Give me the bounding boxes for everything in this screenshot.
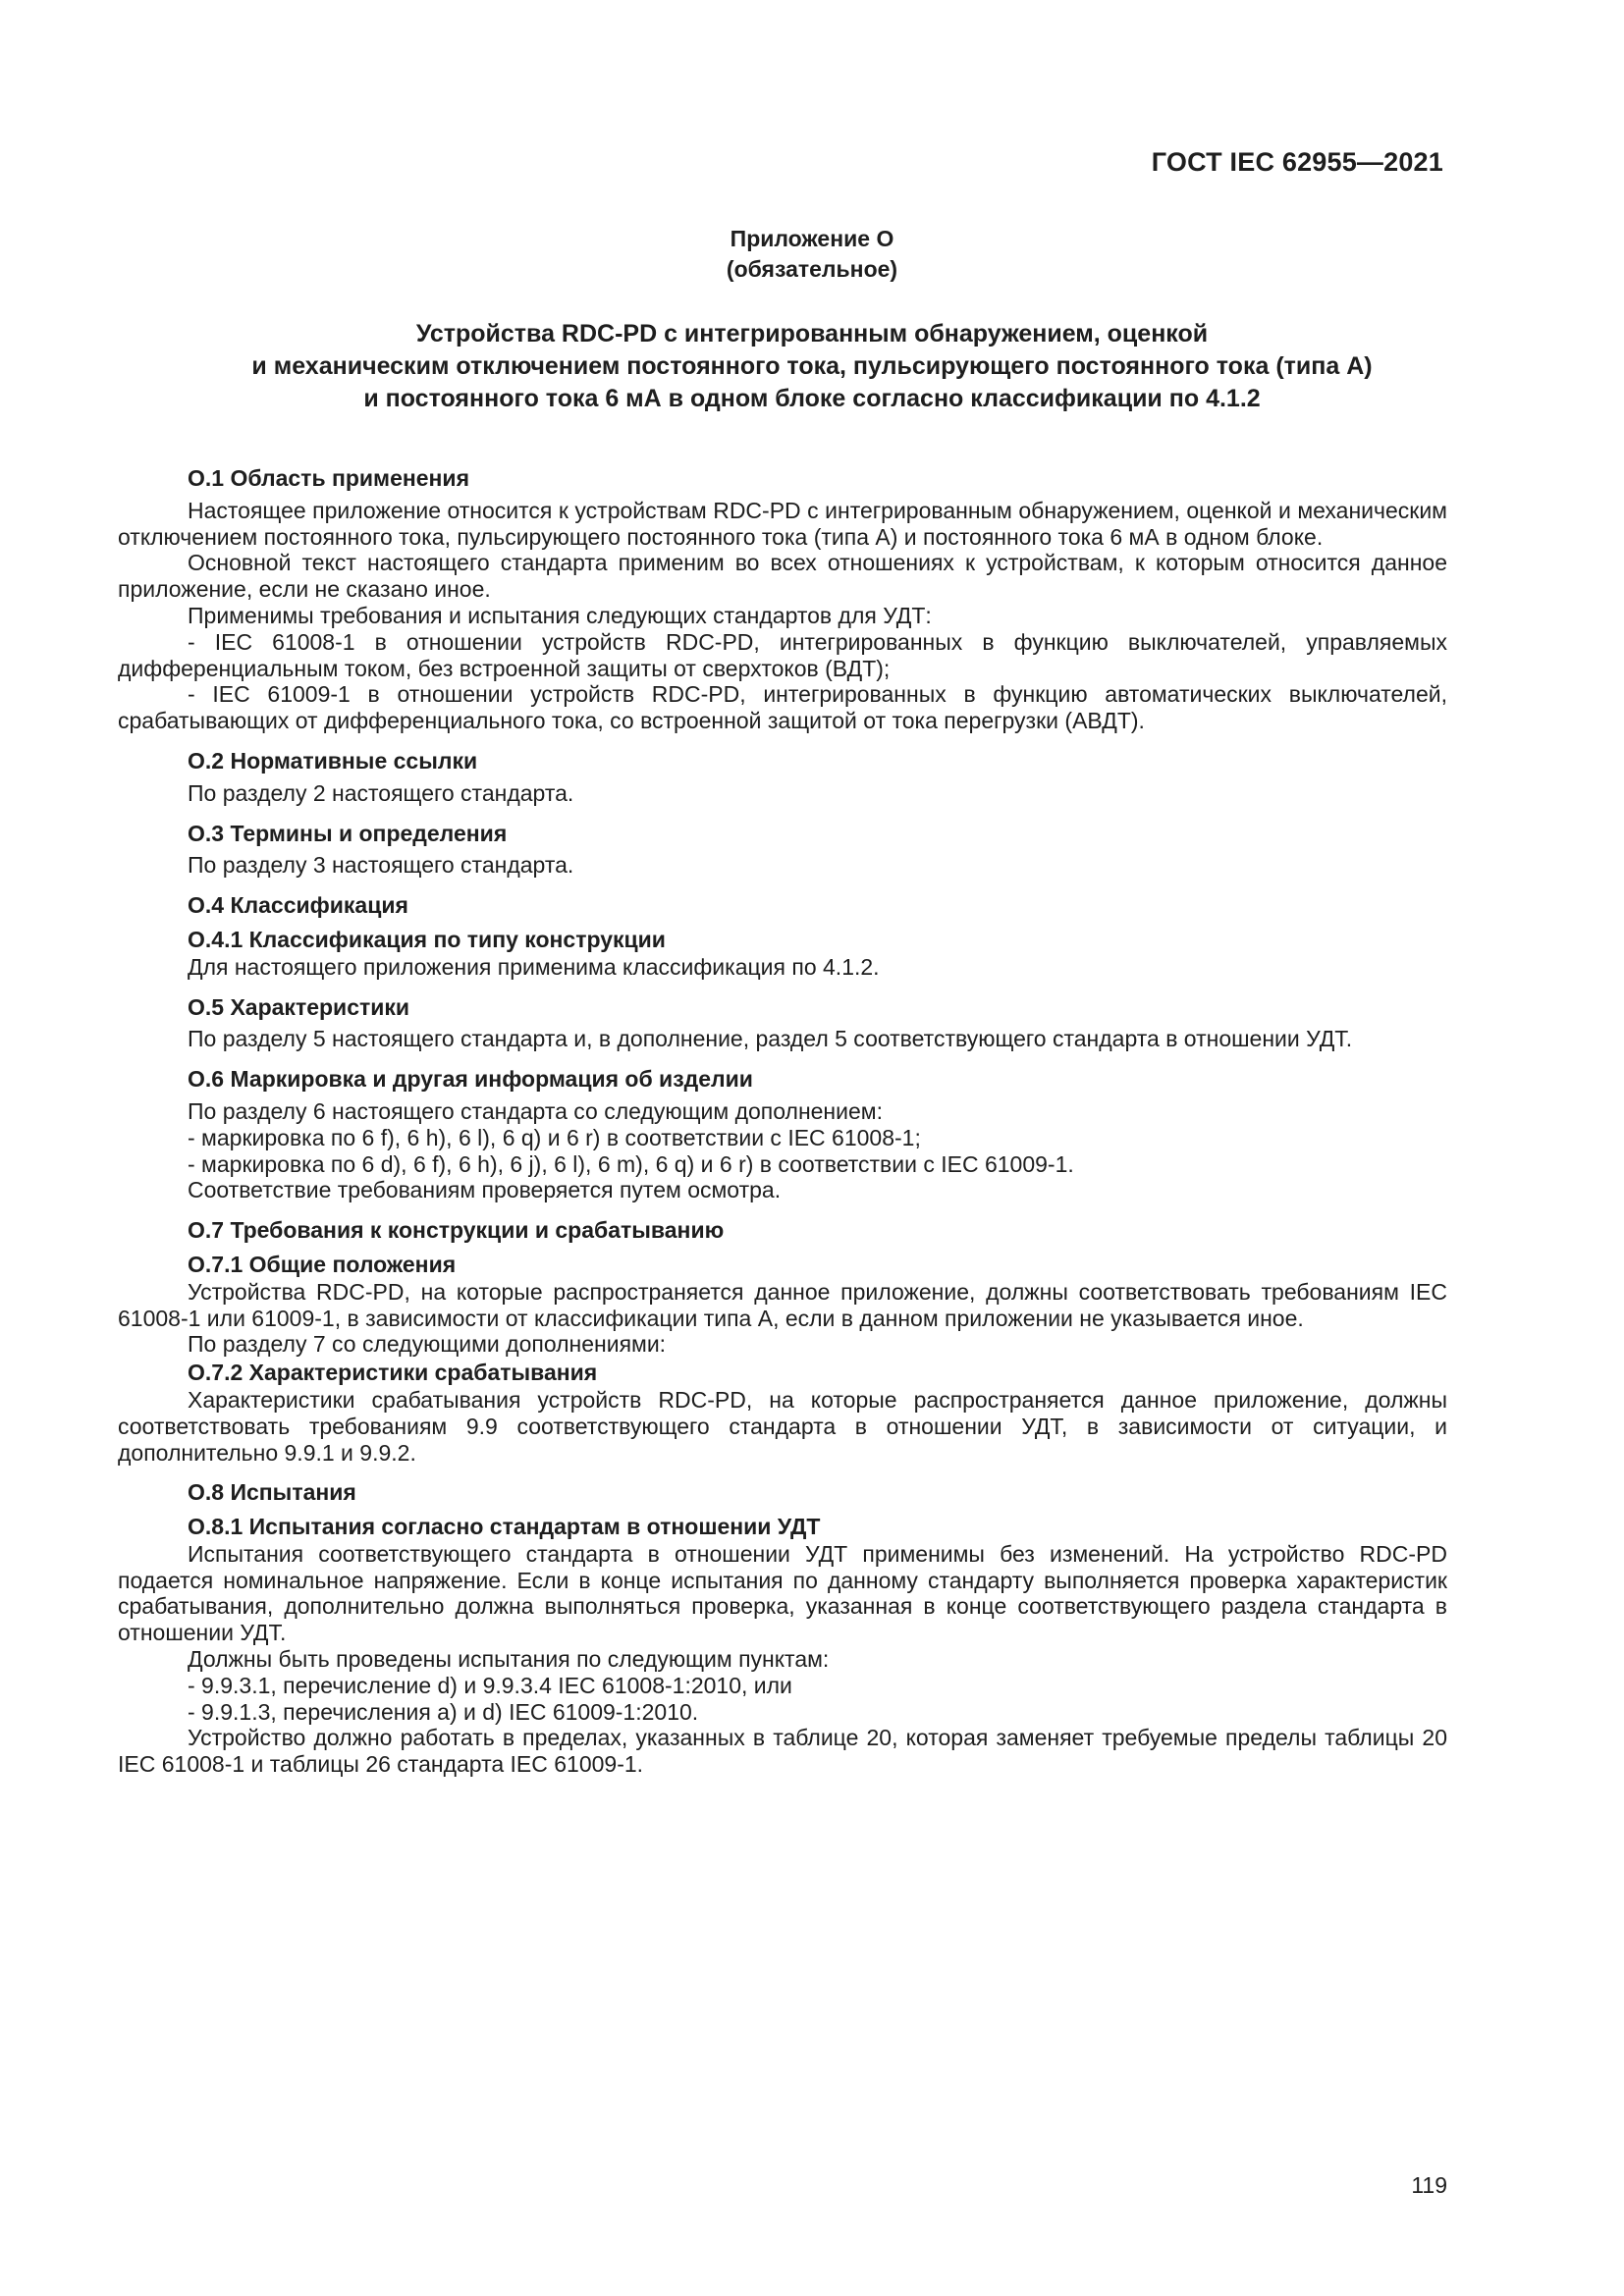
paragraph: Настоящее приложение относится к устройствам RDC-PD с интегрированным обнаружением, оценкой и механическим отключением постоянного тока, пульсирующего постоянного тока (типа А) и постоянного тока 6 мА в одном блоке.	[118, 497, 1447, 550]
list-item: - IEC 61008-1 в отношении устройств RDC-PD, интегрированных в функцию выключателей, управляемых дифференциальным током, без встроенной защиты от сверхтоков (ВДТ);	[118, 628, 1447, 681]
paragraph: Применимы требования и испытания следующих стандартов для УДТ:	[188, 602, 932, 628]
list-item: - маркировка по 6 f), 6 h), 6 l), 6 q) и 6 r) в соответствии с IEC 61008-1;	[188, 1124, 921, 1150]
document-code: ГОСТ IEC 62955—2021	[1151, 147, 1443, 177]
paragraph: По разделу 7 со следующими дополнениями:	[188, 1331, 667, 1358]
paragraph: Испытания соответствующего стандарта в отношении УДТ применимы без изменений. На устройство RDC-PD подается номинальное напряжение. Если в конце испытания по данному стандарту выполняется проверка характеристик срабатывания, дополнительно должна выполняться проверка, указанная в конце соответствующего раздела стандарта в отношении УДТ.	[118, 1540, 1447, 1646]
paragraph: По разделу 6 настоящего стандарта со следующим дополнением:	[188, 1097, 883, 1124]
annex-heading	[0, 224, 1624, 285]
section-heading-o3: О.3 Термины и определения	[188, 820, 508, 846]
paragraph: Для настоящего приложения применима классификация по 4.1.2.	[188, 953, 880, 980]
section-heading-o7: О.7 Требования к конструкции и срабатыванию	[188, 1217, 725, 1244]
list-item: - 9.9.1.3, перечисления а) и d) IEC 61009-1:2010.	[188, 1698, 699, 1725]
paragraph: Устройства RDC-PD, на которые распространяется данное приложение, должны соответствовать требованиям IEC 61008-1 или 61009-1, в зависимости от классификации типа А, если в данном приложении не указывается иное.	[118, 1278, 1447, 1331]
annex-title	[0, 318, 1624, 415]
document-body	[118, 465, 1447, 1778]
section-heading-o4: О.4 Классификация	[188, 892, 408, 919]
subsection-heading-o7-2: О.7.2 Характеристики срабатывания	[188, 1360, 598, 1386]
page-number: 119	[1411, 2172, 1447, 2198]
paragraph: Должны быть проведены испытания по следующим пунктам:	[188, 1646, 830, 1673]
paragraph: Устройство должно работать в пределах, указанных в таблице 20, которая заменяет требуемые пределы таблицы 20 IEC 61008-1 и таблицы 26 стандарта IEC 61009-1.	[118, 1725, 1447, 1778]
paragraph: По разделу 5 настоящего стандарта и, в дополнение, раздел 5 соответствующего стандарта в отношении УДТ.	[188, 1026, 1353, 1052]
section-heading-o2: О.2 Нормативные ссылки	[188, 747, 478, 774]
paragraph: Характеристики срабатывания устройств RDC-PD, на которые распространяется данное приложение, должны соответствовать требованиям 9.9 соответствующего стандарта в отношении УДТ, в зависимости от ситуации, и дополнительно 9.9.1 и 9.9.2.	[118, 1386, 1447, 1466]
section-heading-o1: О.1 Область применения	[188, 465, 469, 491]
section-heading-o6: О.6 Маркировка и другая информация об изделии	[188, 1066, 753, 1093]
annex-label: Приложение О	[730, 226, 894, 251]
annex-title-line: Устройства RDC-PD с интегрированным обнаружением, оценкой	[415, 320, 1209, 347]
paragraph: По разделу 3 настоящего стандарта.	[188, 852, 574, 879]
paragraph: Основной текст настоящего стандарта применим во всех отношениях к устройствам, к которым относится данное приложение, если не сказано иное.	[118, 550, 1447, 603]
list-item: - IEC 61009-1 в отношении устройств RDC-PD, интегрированных в функцию автоматических выключателей, срабатывающих от дифференциального тока, со встроенной защитой от тока перегрузки (АВДТ).	[118, 681, 1447, 734]
section-heading-o5: О.5 Характеристики	[188, 993, 410, 1020]
subsection-heading-o4-1: О.4.1 Классификация по типу конструкции	[188, 926, 666, 952]
paragraph: По разделу 2 настоящего стандарта.	[188, 779, 574, 806]
subsection-heading-o8-1: О.8.1 Испытания согласно стандартам в отношении УДТ	[188, 1514, 821, 1540]
annex-title-line: и механическим отключением постоянного тока, пульсирующего постоянного тока (типа А)	[251, 352, 1373, 380]
list-item: - маркировка по 6 d), 6 f), 6 h), 6 j), 6 l), 6 m), 6 q) и 6 r) в соответствии с IEC 61009-1.	[188, 1150, 1074, 1177]
annex-status: (обязательное)	[726, 256, 898, 282]
subsection-heading-o7-1: О.7.1 Общие положения	[188, 1251, 457, 1277]
section-heading-o8: О.8 Испытания	[188, 1479, 356, 1506]
paragraph: Соответствие требованиям проверяется путем осмотра.	[188, 1177, 782, 1203]
list-item: - 9.9.3.1, перечисление d) и 9.9.3.4 IEC 61008-1:2010, или	[188, 1672, 792, 1698]
annex-title-line: и постоянного тока 6 мА в одном блоке согласно классификации по 4.1.2	[363, 385, 1261, 412]
